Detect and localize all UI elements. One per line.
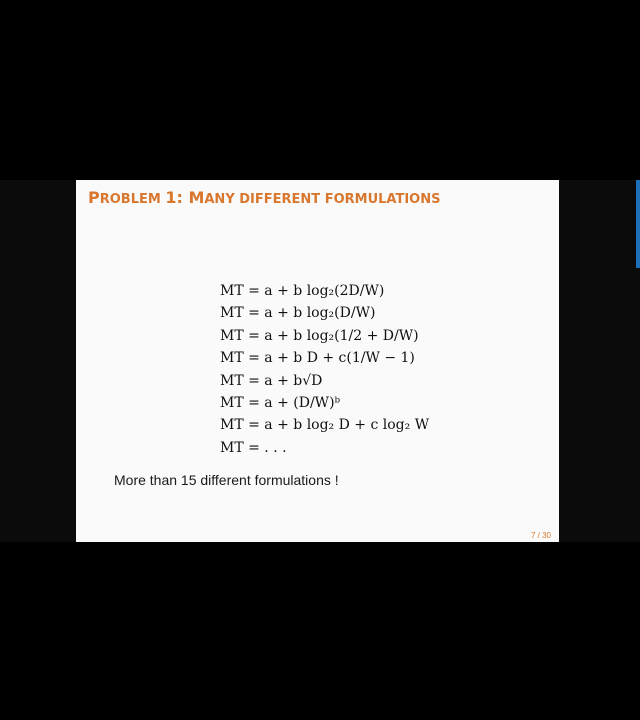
- slide-note: More than 15 different formulations !: [114, 472, 339, 488]
- equation-8: MT = . . .: [220, 439, 287, 456]
- equation-1: MT = a + b log₂(2D/W): [220, 283, 385, 299]
- equation-7: MT = a + b log₂ D + c log₂ W: [220, 417, 430, 434]
- equation-6: MT = a + (D/W)ᵇ: [220, 394, 341, 411]
- page-indicator: 7 / 30: [530, 531, 551, 540]
- side-edge-strip: [636, 180, 640, 268]
- equation-4: MT = a + b D + c(1/W − 1): [220, 350, 415, 367]
- presentation-slide: [76, 180, 559, 542]
- equation-list: [220, 280, 540, 459]
- equation-2: MT = a + b log₂(D/W): [220, 305, 376, 322]
- equation-3: MT = a + b log₂(1/2 + D/W): [220, 327, 419, 344]
- slide-title: PROBLEM 1: MANY DIFFERENT FORMULATIONS: [88, 188, 441, 207]
- equation-5: MT = a + b√D: [220, 372, 323, 389]
